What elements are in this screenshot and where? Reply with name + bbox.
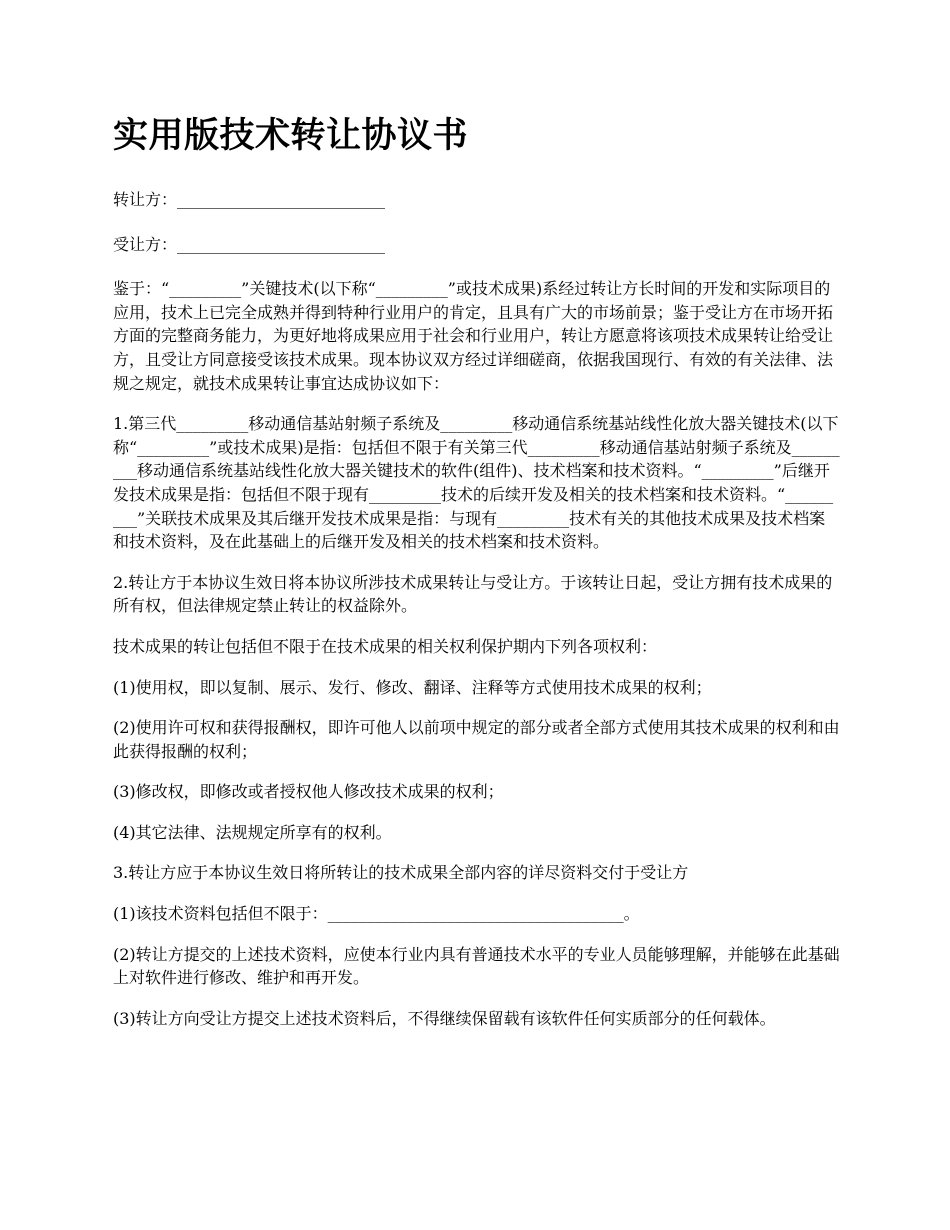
document-title: 实用版技术转让协议书 bbox=[113, 115, 469, 156]
clause-3-item-3: (3)转让方向受让方提交上述技术资料后，不得继续保留载有该软件任何实质部分的任何载体。 bbox=[113, 1008, 776, 1028]
transferor-line: 转让方：__________________________ bbox=[113, 190, 386, 209]
transferee-line: 受让方：__________________________ bbox=[113, 234, 386, 254]
rights-intro-paragraph: 技术成果的转让包括但不限于在技术成果的相关权利保护期内下列各项权利： bbox=[113, 636, 658, 656]
right-item-2: (2)使用许可权和获得报酬权，即许可他人以前项中规定的部分或者全部方式使用其技术成果的权利和由此获得报酬的权利； bbox=[113, 718, 840, 761]
right-item-4: (4)其它法律、法规规定所享有的权利。 bbox=[113, 822, 392, 842]
clause-1-paragraph: 1.第三代_________移动通信基站射频子系统及_________移动通信系统基站线性化放大器关键技术(以下称“_________”或技术成果)是指：包括但不限于有关第三代_________移动通信基站射频子系统及_________移动通信系统基站线性化放大器关键技术的软件(组件)、技术档案和技术资料。“_________”后继开发技术成果是指：包括但不限于现有_________技术的后续开发及相关的技术档案和技术资料。“_________”关联技术成果及其后继开发技术成果是指：与现有_________技术有关的其他技术成果及技术档案和技术资料，及在此基础上的后继开发及相关的技术档案和技术资料。 bbox=[113, 414, 840, 552]
clause-2-paragraph: 2.转让方于本协议生效日将本协议所涉技术成果转让与受让方。于该转让日起，受让方拥有技术成果的所有权，但法律规定禁止转让的权益除外。 bbox=[113, 572, 833, 616]
clause-3-item-2: (2)转让方提交的上述技术资料，应使本行业内具有普通技术水平的专业人员能够理解，并能够在此基础上对软件进行修改、维护和再开发。 bbox=[113, 944, 840, 988]
right-item-3: (3)修改权，即修改或者授权他人修改技术成果的权利； bbox=[113, 782, 504, 802]
clause-3-item-1: (1)该技术资料包括但不限于：_____________________________________。 bbox=[113, 904, 640, 924]
clause-3-paragraph: 3.转让方应于本协议生效日将所转让的技术成果全部内容的详尽资料交付于受让方 bbox=[113, 863, 689, 883]
right-item-1: (1)使用权，即以复制、展示、发行、修改、翻译、注释等方式使用技术成果的权利； bbox=[113, 677, 712, 697]
document-page bbox=[113, 112, 840, 1047]
preamble-paragraph: 鉴于：“_________”关键技术(以下称“_________”或技术成果)系经过转让方长时间的开发和实际项目的应用，技术上已完全成熟并得到特种行业用户的肯定，且具有广大的市场前景；鉴于受让方在市场开拓方面的完整商务能力，为更好地将成果应用于社会和行业用户，转让方愿意将该项技术成果转让给受让方，且受让方同意接受该技术成果。现本协议双方经过详细磋商，依据我国现行、有效的有关法律、法规之规定，就技术成果转让事宜达成协议如下： bbox=[113, 279, 834, 393]
